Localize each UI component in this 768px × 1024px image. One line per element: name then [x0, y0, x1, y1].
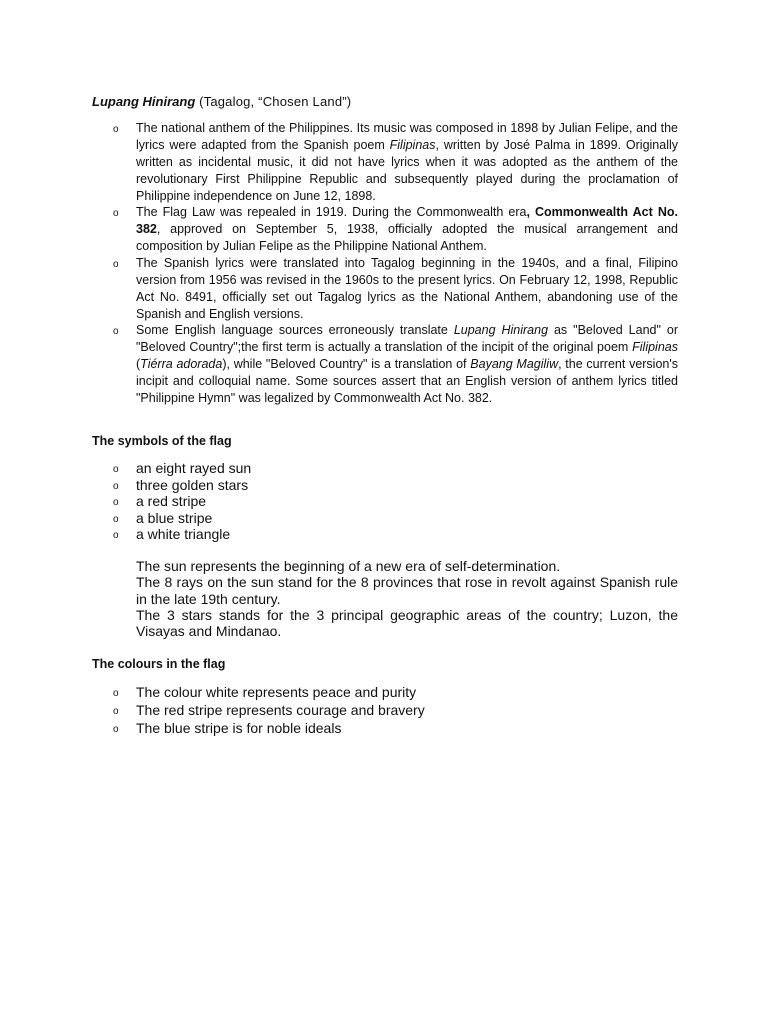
- colour-text: The colour white represents peace and purity: [136, 684, 417, 700]
- bullet-circle-icon: o: [113, 464, 119, 475]
- colour-text: The red stripe represents courage and bravery: [136, 702, 425, 718]
- title-translation: (Tagalog, “Chosen Land”): [195, 94, 352, 109]
- symbol-meanings: [136, 558, 678, 639]
- bullet-circle-icon: o: [113, 208, 119, 219]
- symbol-item: [0, 460, 251, 477]
- symbol-item: [0, 510, 251, 527]
- bullet-circle-icon: o: [113, 688, 119, 699]
- anthem-fact-text: The national anthem of the Philippines. Its music was composed in 1898 by Julian Felipe, and the lyrics were adapted from the Spanish poem Filipinas, written by José Palma in 1899. Originally written as incidental music, it did not have lyrics when it was adopted as the anthem of the revolutionary First Philippine Republic and subsequently played during the proclamation of Philippine independence on June 12, 1898.: [136, 121, 679, 203]
- anthem-fact-item: [0, 322, 678, 424]
- symbol-text: a white triangle: [136, 526, 231, 542]
- colours-list: [0, 683, 425, 737]
- bullet-circle-icon: o: [113, 259, 119, 270]
- symbol-text: a red stripe: [136, 493, 207, 509]
- bullet-circle-icon: o: [113, 530, 119, 541]
- colour-item: [0, 683, 425, 701]
- title-anthem-name: Lupang Hinirang: [92, 94, 196, 109]
- anthem-fact-item: [0, 255, 678, 322]
- symbol-text: three golden stars: [136, 476, 249, 493]
- symbol-meaning-paragraph: The 3 stars stands for the 3 principal geographic areas of the country; Luzon, the Visayas and Mindanao.: [136, 606, 678, 640]
- anthem-fact-item: [0, 120, 678, 204]
- bullet-circle-icon: o: [113, 706, 119, 717]
- bullet-circle-icon: o: [113, 724, 119, 735]
- symbol-item: [0, 477, 251, 494]
- bullet-circle-icon: o: [113, 124, 119, 135]
- bullet-circle-icon: o: [113, 326, 119, 337]
- anthem-facts-list: [0, 120, 678, 424]
- symbol-meaning-paragraph: The sun represents the beginning of a new era of self-determination.: [136, 558, 561, 574]
- symbols-heading: The symbols of the flag: [92, 434, 232, 448]
- colour-item: [0, 701, 425, 719]
- symbol-text: an eight rayed sun: [136, 460, 252, 476]
- colour-text: The blue stripe is for noble ideals: [136, 720, 342, 736]
- symbol-item: [0, 493, 251, 510]
- symbols-list: [0, 460, 251, 543]
- colour-item: [0, 719, 425, 737]
- symbol-item: [0, 526, 251, 543]
- anthem-fact-text: Some English language sources erroneously translate Lupang Hinirang as "Beloved Land" or "Beloved Country";the first term is actually a translation of the incipit of the original poem Filipinas (Tiérra adorada), while "Beloved Country" is a translation of Bayang Magiliw, the current version's incipit and colloquial name. Some sources assert that an English version of anthem lyrics titled "Philippine Hymn" was legalized by Commonwealth Act No. 382.: [136, 323, 679, 405]
- symbol-meaning-paragraph: The 8 rays on the sun stand for the 8 provinces that rose in revolt against Spanish rule in the late 19th century.: [136, 574, 678, 607]
- bullet-circle-icon: o: [113, 513, 119, 525]
- anthem-fact-item: [0, 204, 678, 255]
- symbol-text: a blue stripe: [136, 509, 213, 526]
- bullet-circle-icon: o: [113, 480, 119, 492]
- anthem-fact-text: The Flag Law was repealed in 1919. During the Commonwealth era, Commonwealth Act No. 382, approved on September 5, 1938, officially adopted the musical arrangement and composition by Julian Felipe as the Philippine National Anthem.: [136, 205, 678, 253]
- bullet-circle-icon: o: [113, 497, 119, 508]
- colours-heading: The colours in the flag: [92, 657, 226, 671]
- document-title: [92, 93, 351, 110]
- anthem-fact-text: The Spanish lyrics were translated into Tagalog beginning in the 1940s, and a final, Filipino version from 1956 was revised in the 1960s to the present lyrics. On February 12, 1998, Republic Act No. 8491, officially set out Tagalog lyrics as the National Anthem, abandoning use of the Spanish and English versions.: [136, 256, 678, 321]
